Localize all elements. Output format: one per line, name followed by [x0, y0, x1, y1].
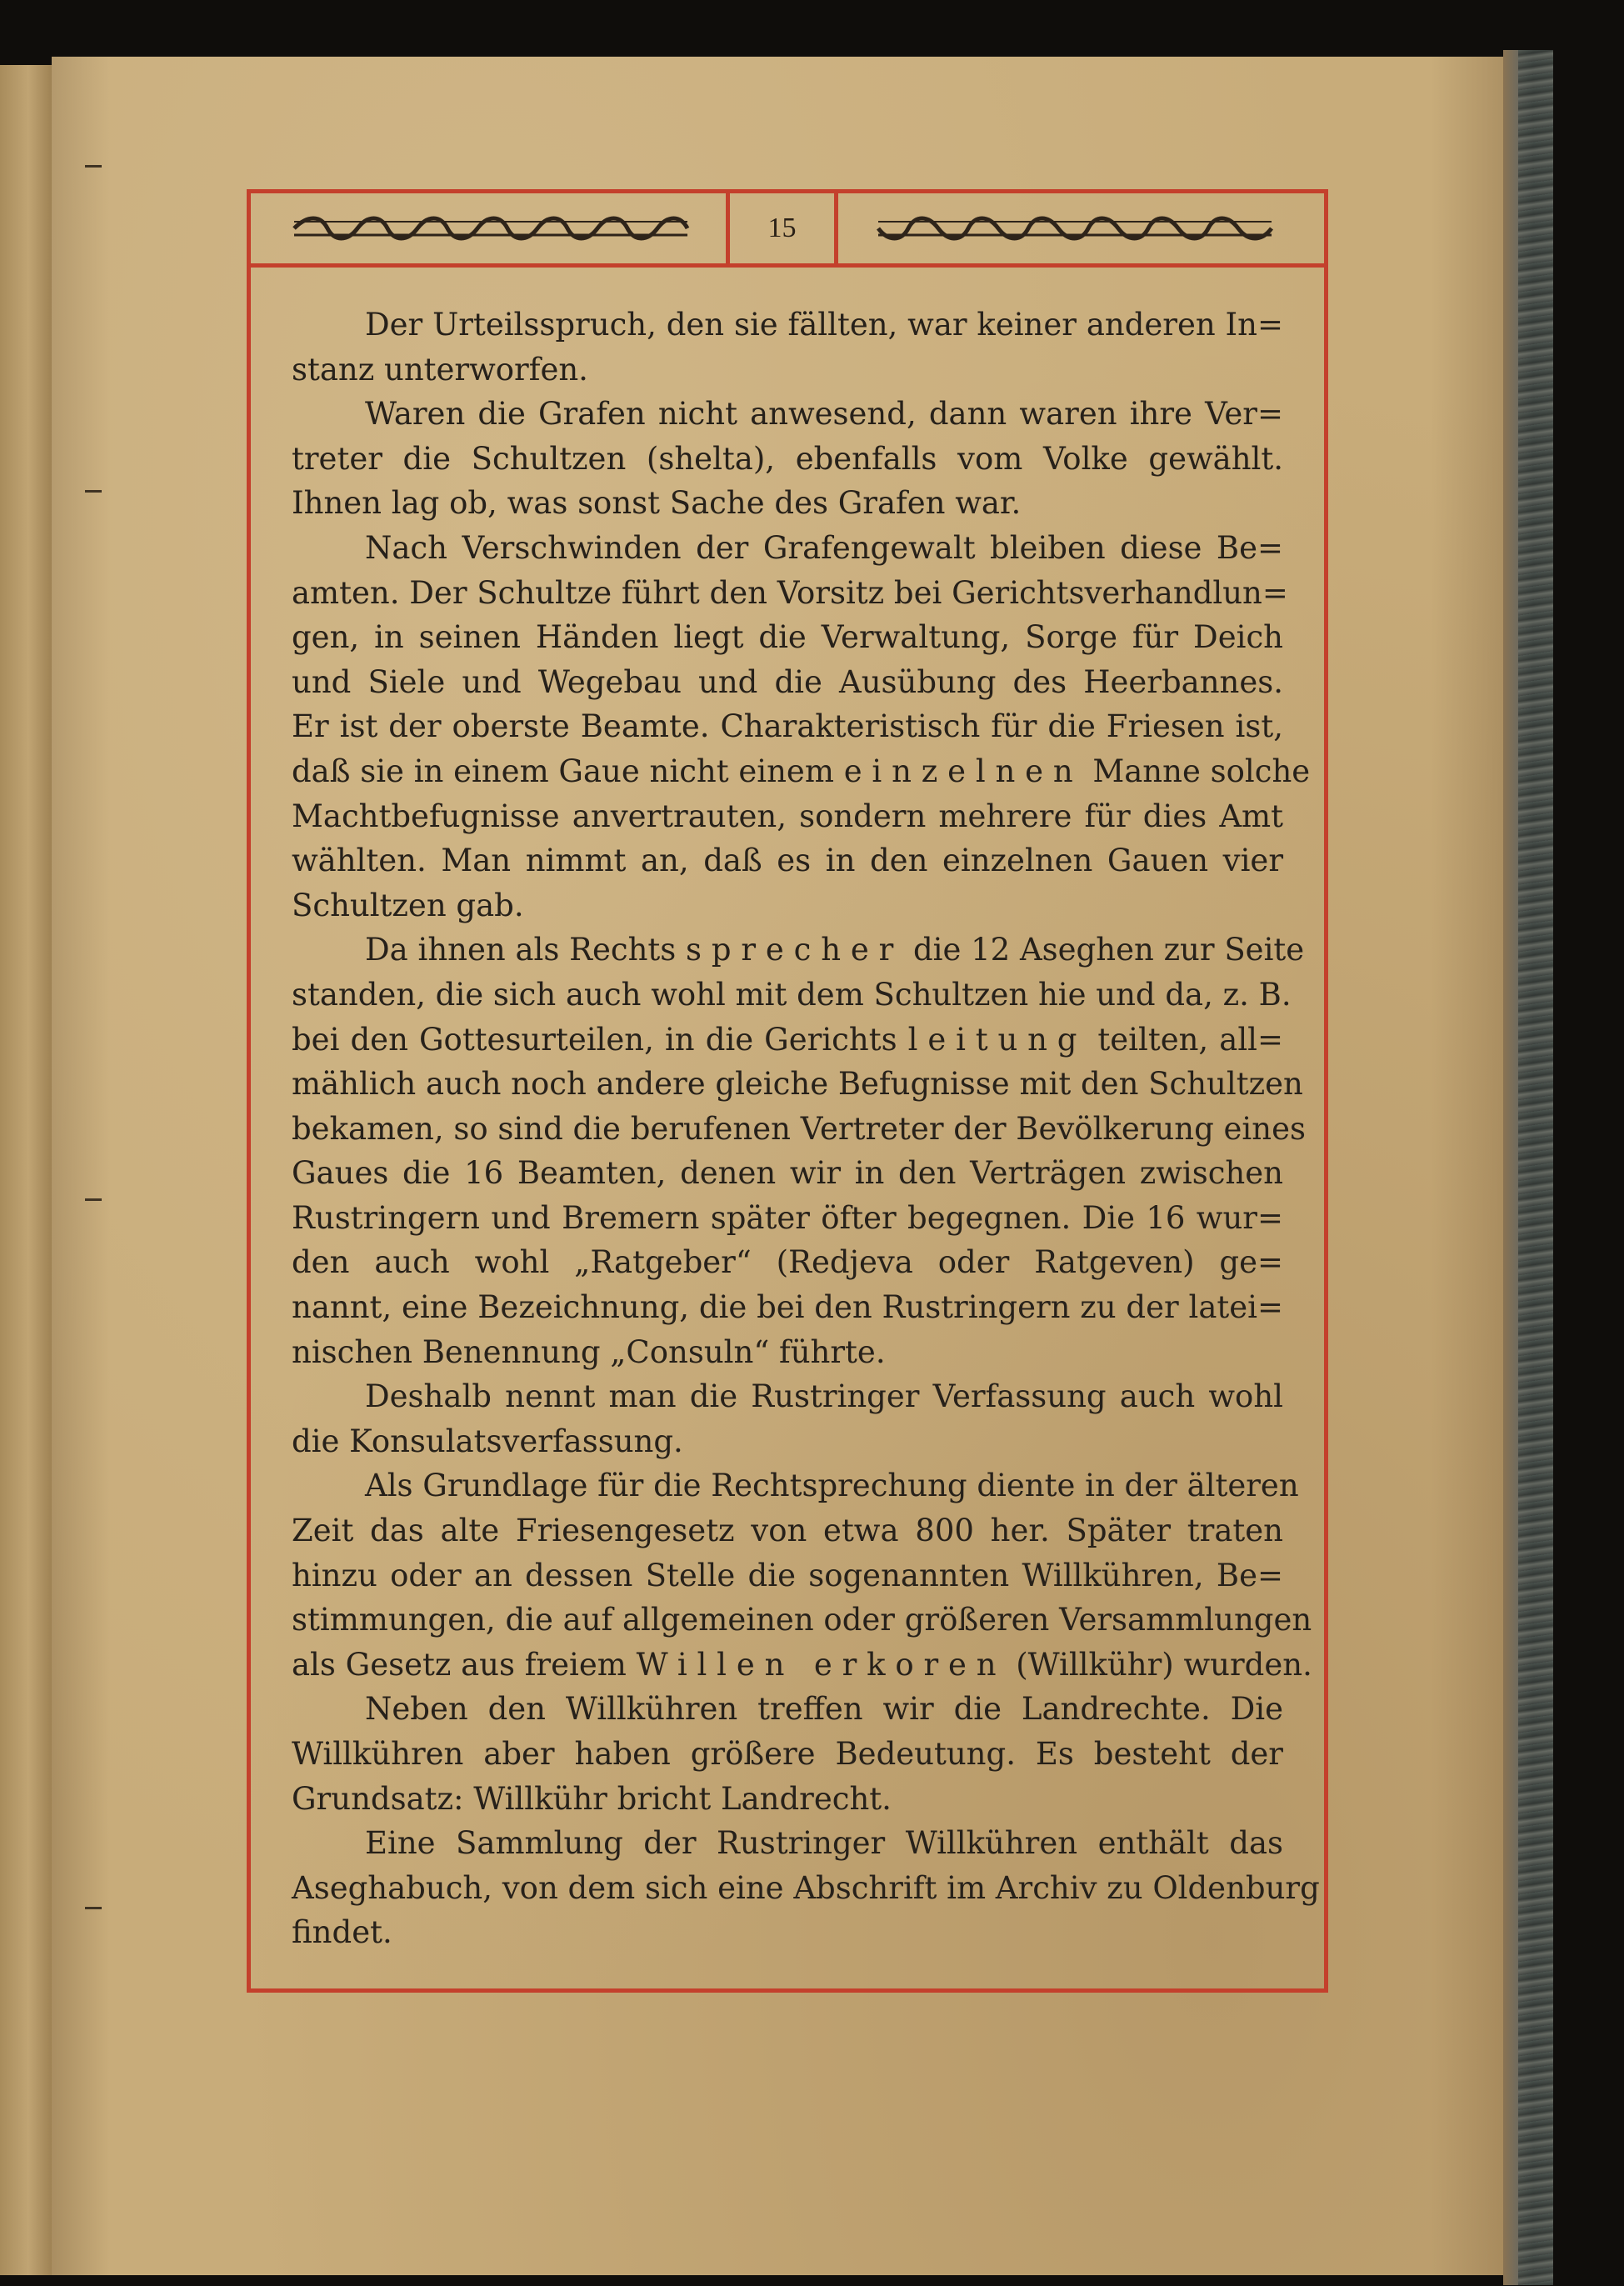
line-text: treter die Schultzen (shelta), ebenfalls vom Volke gewählt.	[292, 440, 1283, 477]
text-line	[292, 1196, 1283, 1241]
line-text: Grundsatz: Willkühr bricht Landrecht.	[292, 1780, 892, 1817]
text-line	[292, 392, 1283, 437]
page-header	[251, 193, 1324, 268]
line-text: Da ihnen als Rechts	[365, 932, 677, 968]
text-line	[292, 1285, 1283, 1330]
line-text-after: Manne solche	[1092, 753, 1311, 789]
text-line	[292, 1643, 1312, 1688]
line-text: Aseghabuch, von dem sich eine Abschrift im Archiv zu Oldenburg	[292, 1869, 1320, 1906]
text-line	[292, 1463, 1299, 1508]
text-line	[292, 838, 1283, 883]
line-text: Ihnen lag ob, was sonst Sache des Grafen war.	[292, 485, 1022, 522]
text-line	[292, 1018, 1283, 1063]
line-text: findet.	[292, 1914, 392, 1951]
line-text: Als Grundlage für die Rechtsprechung diente in der älteren	[365, 1468, 1299, 1504]
text-line	[292, 1240, 1283, 1285]
left-page-edge	[0, 65, 52, 2275]
line-text: Willkühren aber haben größere Bedeutung. Es besteht der	[292, 1736, 1283, 1772]
line-text: amten. Der Schultze führt den Vorsitz bei Gerichtsverhandlun=	[292, 574, 1288, 611]
header-ornament-left	[251, 193, 726, 263]
text-line	[292, 928, 1305, 973]
text-line	[292, 883, 1283, 928]
line-text: Nach Verschwinden der Grafengewalt bleiben diese Be=	[365, 529, 1283, 566]
line-text: nischen Benennung „Consuln“ führte.	[292, 1333, 886, 1370]
line-text-after: teilten, all=	[1097, 1021, 1283, 1058]
line-text: wählten. Man nimmt an, daß es in den einzelnen Gauen vier	[292, 843, 1283, 879]
line-text-after: (Willkühr) wurden.	[1016, 1646, 1312, 1683]
text-line	[292, 749, 1311, 794]
binding-stitch	[85, 490, 102, 501]
line-text: Rustringern und Bremern später öfter begegnen. Die 16 wur=	[292, 1199, 1283, 1236]
text-line	[292, 1910, 1283, 1955]
text-line	[292, 1777, 1283, 1822]
ornament-scroll-right-icon	[875, 212, 1275, 245]
text-line	[292, 660, 1283, 705]
text-line	[292, 1062, 1303, 1107]
ornament-scroll-left-icon	[291, 212, 691, 245]
line-text-after: die 12 Aseghen zur Seite	[912, 932, 1305, 968]
text-line	[292, 303, 1283, 348]
line-text: Machtbefugnisse anvertrauten, sondern mehrere für dies Amt	[292, 798, 1283, 834]
spaced-emphasis: leitung	[907, 1021, 1087, 1058]
spaced-emphasis: Willen erkoren	[636, 1646, 1007, 1683]
line-text: Der Urteilsspruch, den sie fällten, war keiner anderen In=	[365, 307, 1283, 343]
line-text: hinzu oder an dessen Stelle die sogenannten Willkühren, Be=	[292, 1557, 1283, 1593]
text-line	[292, 437, 1283, 482]
text-line	[292, 1107, 1306, 1152]
text-line	[292, 1732, 1283, 1777]
line-text: Waren die Grafen nicht anwesend, dann waren ihre Ver=	[365, 396, 1283, 433]
line-text: Schultzen gab.	[292, 887, 524, 923]
text-line	[292, 1598, 1312, 1643]
line-text: Neben den Willkühren treffen wir die Landrechte. Die	[365, 1691, 1283, 1728]
text-line	[292, 1374, 1283, 1419]
text-line	[292, 1151, 1283, 1196]
line-text: und Siele und Wegebau und die Ausübung des Heerbannes.	[292, 663, 1283, 700]
line-text: mählich auch noch andere gleiche Befugnisse mit den Schultzen	[292, 1066, 1303, 1103]
line-text: Deshalb nennt man die Rustringer Verfassung auch wohl	[365, 1378, 1283, 1415]
text-line	[292, 1553, 1283, 1598]
binding-stitch	[85, 165, 102, 176]
text-line	[292, 1687, 1283, 1732]
text-line	[292, 526, 1283, 571]
text-line	[292, 794, 1283, 839]
line-text: Eine Sammlung der Rustringer Willkühren enthält das	[365, 1825, 1283, 1862]
spaced-emphasis: sprecher	[686, 932, 904, 968]
line-text: stimmungen, die auf allgemeinen oder größeren Versammlungen	[292, 1602, 1312, 1638]
line-text: den auch wohl „Ratgeber“ (Redjeva oder Ratgeven) ge=	[292, 1244, 1283, 1281]
line-text: Zeit das alte Friesengesetz von etwa 800 her. Später traten	[292, 1513, 1283, 1549]
text-line	[292, 1821, 1283, 1866]
line-text: Gaues die 16 Beamten, denen wir in den Verträgen zwischen	[292, 1155, 1283, 1192]
line-text: bekamen, so sind die berufenen Vertreter der Bevölkerung eines	[292, 1110, 1306, 1147]
line-text: Er ist der oberste Beamte. Charakteristisch für die Friesen ist,	[292, 708, 1283, 745]
text-line	[292, 571, 1288, 616]
page-frame	[247, 189, 1328, 1993]
header-ornament-right	[838, 193, 1324, 263]
text-line	[292, 1330, 1283, 1375]
line-text: standen, die sich auch wohl mit dem Schultzen hie und da, z. B.	[292, 976, 1292, 1013]
line-text: stanz unterworfen.	[292, 351, 588, 388]
text-line	[292, 1419, 1283, 1464]
binding-stitch	[85, 1198, 102, 1209]
line-text: nannt, eine Bezeichnung, die bei den Rustringern zu der latei=	[292, 1289, 1283, 1326]
text-line	[292, 1508, 1283, 1553]
spaced-emphasis: einzelnen	[843, 753, 1083, 789]
text-line	[292, 704, 1283, 749]
line-text: als Gesetz aus freiem	[292, 1646, 627, 1683]
line-text: daß sie in einem Gaue nicht einem	[292, 753, 834, 789]
book-fore-edge	[1503, 50, 1553, 2285]
body-text	[292, 303, 1320, 1955]
binding-stitch	[85, 1907, 102, 1918]
text-line	[292, 973, 1292, 1018]
line-text: die Konsulatsverfassung.	[292, 1423, 683, 1459]
line-text: gen, in seinen Händen liegt die Verwaltung, Sorge für Deich	[292, 619, 1283, 656]
page-number: 15	[726, 193, 838, 263]
text-line	[292, 348, 1283, 393]
text-line	[292, 1866, 1320, 1911]
line-text: bei den Gottesurteilen, in die Gerichts	[292, 1021, 897, 1058]
text-line	[292, 481, 1283, 526]
text-line	[292, 615, 1283, 660]
